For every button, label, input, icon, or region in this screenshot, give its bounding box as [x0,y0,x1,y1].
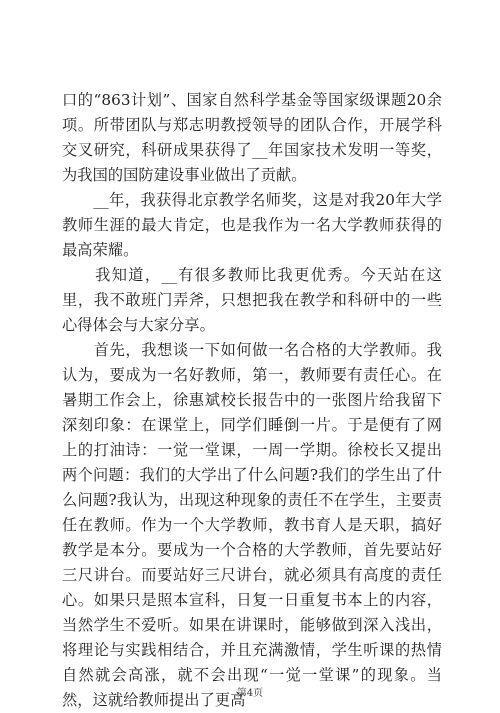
document-body [62,88,442,713]
paragraph-humility: 我知道，__有很多教师比我更优秀。今天站在这里，我不敢班门弄斧，只想把我在教学和科研中的一些心得体会与大家分享。 [62,266,442,334]
paragraph-qualified-teacher: 首先，我想谈一下如何做一名合格的大学教师。我认为，要成为一名好教师，第一，教师要有责任心。在暑期工作会上，徐惠斌校长报告中的一张图片给我留下深刻印象：在课堂上，同学们睡倒一片。于是便有了网上的打油诗：一觉一堂课，一周一学期。徐校长又提出两个问题：我们的大学出了什么问题?我们的学生出了什么问题?我认为，出现这种现象的责任不在学生，主要责任在教师。作为一个大学教师，教书育人是天职，搞好教学是本分。要成为一个合格的大学教师，首先要站好三尺讲台。而要站好三尺讲台，就必须具有高度的责任心。如果只是照本宣科，日复一日重复书本上的内容，当然学生不爱听。如果在讲课时，能够做到深入浅出，将理论与实践相结合，并且充满激情，学生听课的热情自然就会高涨，就不会出现“一觉一堂课”的现象。当然，这就给教师提出了更高 [62,341,442,709]
paragraph-research: 口的“863计划”、国家自然科学基金等国家级课题20余项。所带团队与郑志明教授领导的团队合作，开展学科交叉研究，科研成果获得了__年国家技术发明一等奖，为我国的国防建设事业做出了贡献。 [62,91,442,184]
page-number: 第4页 [236,688,264,699]
paragraph-award: __年，我获得北京教学名师奖，这是对我20年大学教师生涯的最大肯定，也是我作为一名大学教师获得的最高荣耀。 [62,191,442,259]
